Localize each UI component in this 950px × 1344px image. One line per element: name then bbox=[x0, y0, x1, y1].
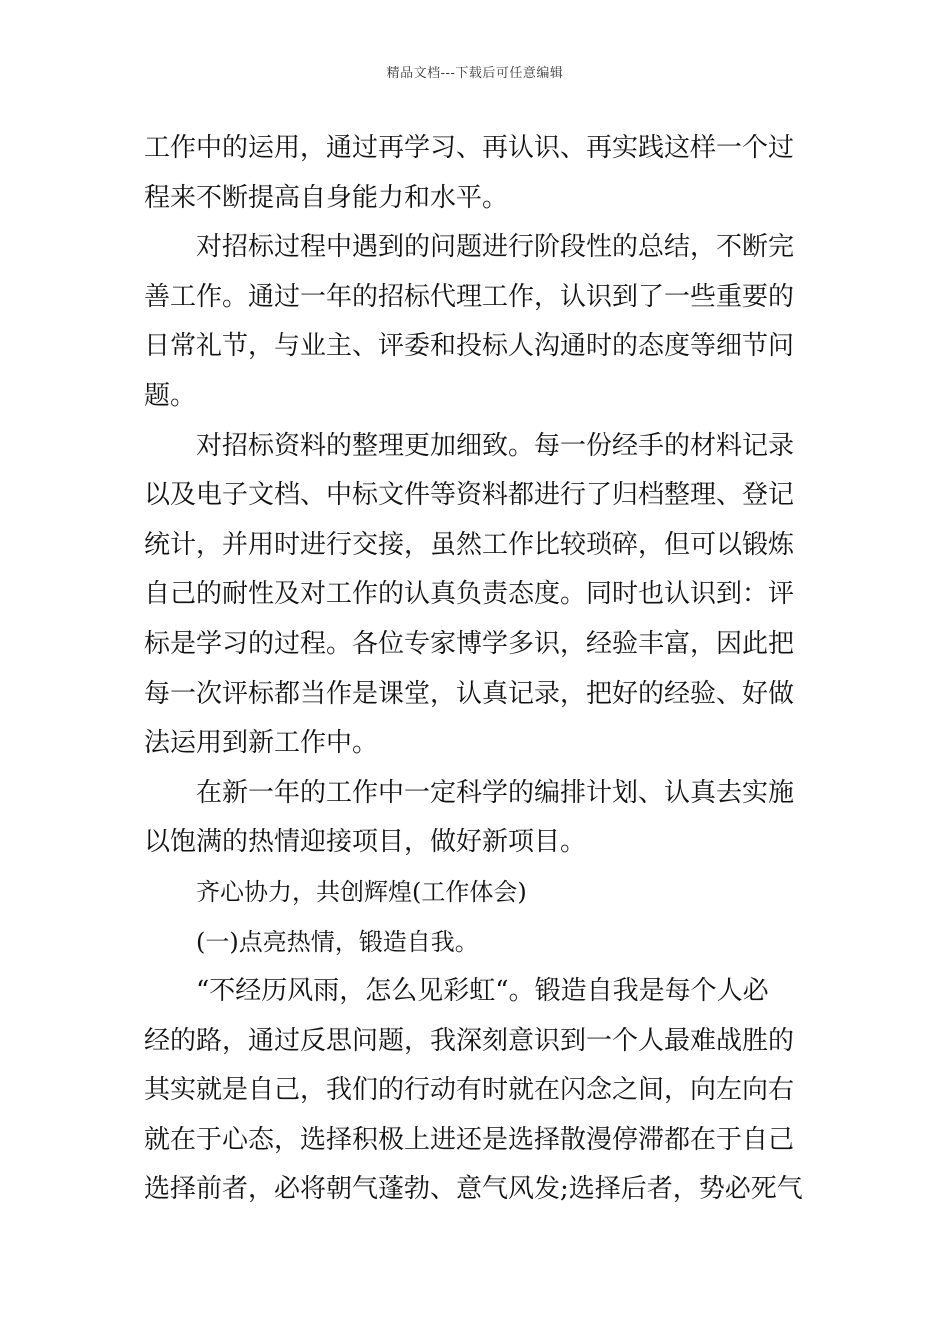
text-line: 法运用到新工作中。 bbox=[144, 728, 379, 759]
text-line: 其实就是自己，我们的行动有时就在闪念之间，向左向右 bbox=[144, 1075, 795, 1106]
page-header: 精品文档---下载后可任意编辑 bbox=[386, 66, 564, 81]
paragraph-start: 对招标过程中遇到的问题进行阶段性的总结，不断完 bbox=[196, 232, 795, 263]
text-line: 标是学习的过程。各位专家博学多识，经验丰富，因此把 bbox=[144, 628, 795, 659]
text-line: 程来不断提高自身能力和水平。 bbox=[144, 182, 509, 213]
paragraph-start: 对招标资料的整理更加细致。每一份经手的材料记录 bbox=[196, 430, 795, 461]
section-heading: 齐心协力，共创辉煌(工作体会) bbox=[196, 877, 527, 906]
text-line: 每一次评标都当作是课堂，认真记录，把好的经验、好做 bbox=[144, 678, 795, 709]
text-line: 工作中的运用，通过再学习、再认识、再实践这样一个过 bbox=[144, 133, 795, 163]
text-line: 善工作。通过一年的招标代理工作，认识到了一些重要的 bbox=[144, 281, 795, 312]
text-line: 统计，并用时进行交接，虽然工作比较琐碎，但可以锻炼 bbox=[144, 529, 795, 560]
text-line: 题。 bbox=[144, 380, 197, 411]
text-line: 选择前者，必将朝气蓬勃、意气风发;选择后者，势必死气 bbox=[144, 1174, 803, 1205]
text-line: 以及电子文档、中标文件等资料都进行了归档整理、登记 bbox=[144, 480, 795, 511]
text-line: 以饱满的热情迎接项目，做好新项目。 bbox=[144, 827, 587, 858]
document-body bbox=[144, 124, 808, 1215]
text-line: 就在于心态，选择积极上进还是选择散漫停滞都在于自己 bbox=[144, 1124, 795, 1155]
text-line: 经的路，通过反思问题，我深刻意识到一个人最难战胜的 bbox=[144, 1025, 795, 1056]
paragraph-start: “不经历风雨，怎么见彩虹“。锻造自我是每个人必 bbox=[196, 976, 769, 1007]
text-line: 自己的耐性及对工作的认真负责态度。同时也认识到：评 bbox=[144, 579, 795, 610]
subsection-heading: (一)点亮热情，锻造自我。 bbox=[196, 927, 479, 956]
paragraph-start: 在新一年的工作中一定科学的编排计划、认真去实施 bbox=[196, 777, 795, 808]
text-line: 日常礼节，与业主、评委和投标人沟通时的态度等细节问 bbox=[144, 331, 795, 362]
